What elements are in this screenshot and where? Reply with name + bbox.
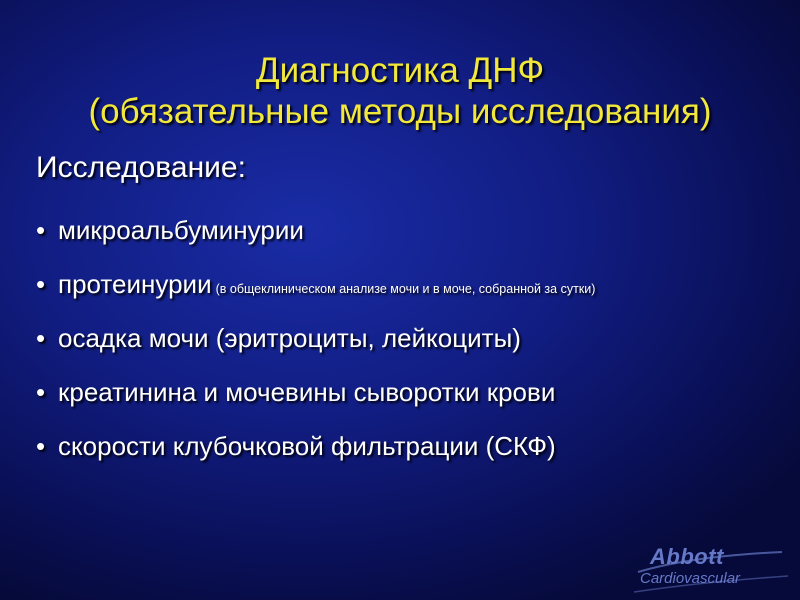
bullet-text: креатинина и мочевины сыворотки крови: [58, 377, 556, 407]
bullet-text: осадка мочи (эритроциты, лейкоциты): [58, 323, 521, 353]
bullet-marker: •: [36, 377, 46, 407]
logo-name: Abbott: [650, 544, 724, 569]
bullet-marker: •: [36, 215, 46, 245]
bullet-marker: •: [36, 431, 46, 461]
logo-subtitle: Cardiovascular: [640, 570, 741, 587]
bullet-text: микроальбуминурии: [58, 215, 304, 245]
bullet-item: [36, 424, 595, 478]
bullet-item: [36, 316, 595, 370]
abbott-logo: [632, 542, 792, 596]
section-heading: Исследование:: [36, 151, 246, 184]
slide-title: [0, 50, 800, 132]
bullet-item: [36, 370, 595, 424]
bullet-marker: •: [36, 269, 46, 299]
bullet-list: [36, 208, 595, 478]
bullet-note: (в общеклиническом анализе мочи и в моче, собранной за сутки): [215, 282, 596, 296]
bullet-text: скорости клубочковой фильтрации (СКФ): [58, 431, 556, 461]
bullet-marker: •: [36, 323, 46, 353]
bullet-item: [36, 208, 595, 262]
slide-title-line-1: Диагностика ДНФ: [255, 51, 545, 90]
bullet-item: [36, 262, 595, 316]
slide-title-line-2: (обязательные методы исследования): [88, 92, 712, 131]
bullet-text: протеинурии: [58, 269, 212, 299]
